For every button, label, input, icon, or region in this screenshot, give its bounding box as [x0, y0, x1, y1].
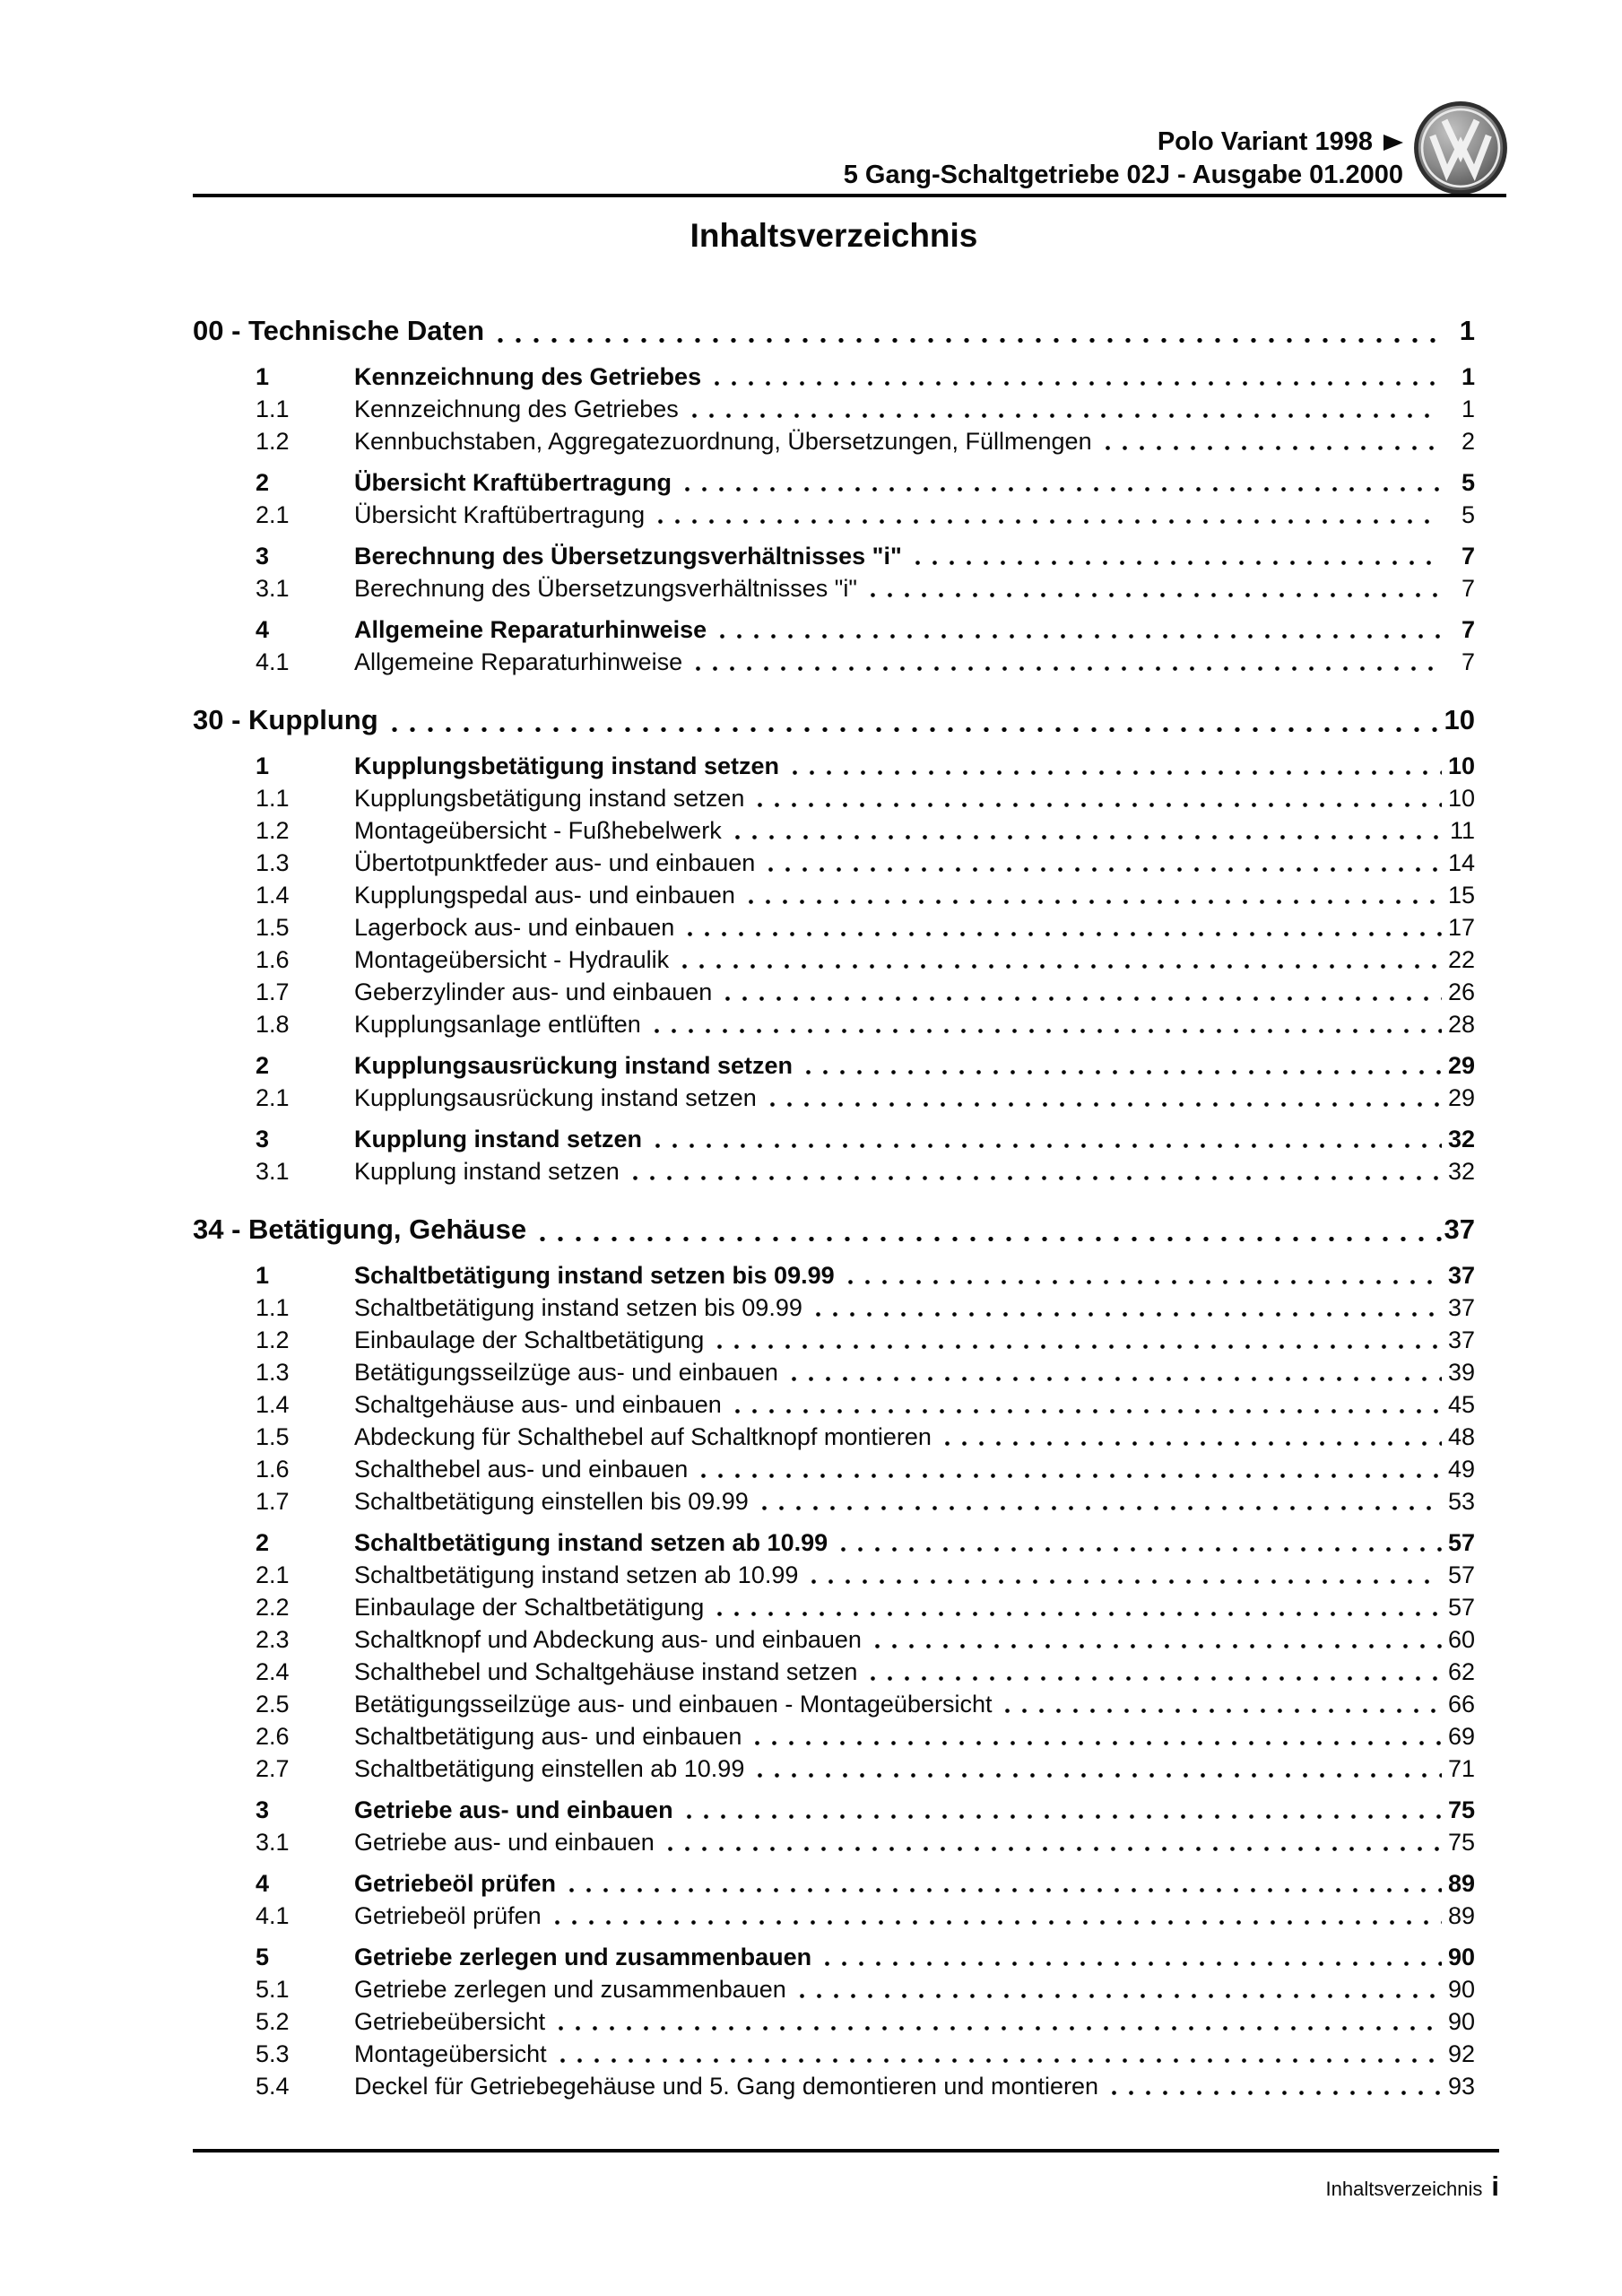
entry-number: 5.4 — [256, 2073, 290, 2100]
entry-title: Schaltknopf und Abdeckung aus- und einbauen — [354, 1626, 862, 1653]
entry-page: 49 — [1447, 1456, 1475, 1483]
section-page: 10 — [1444, 704, 1475, 735]
entry-page: 37 — [1447, 1326, 1475, 1353]
entry-number: 2 — [256, 1529, 270, 1556]
toc-entry-row — [193, 2070, 1475, 2102]
entry-page: 10 — [1447, 785, 1475, 812]
entry-title: Betätigungsseilzüge aus- und einbauen — [354, 1359, 778, 1386]
entry-page: 22 — [1447, 946, 1475, 973]
toc-entry-row — [193, 572, 1475, 604]
dot-leader — [751, 1752, 1442, 1785]
entry-number: 2 — [256, 469, 270, 496]
header — [844, 126, 1403, 192]
entry-page: 15 — [1447, 882, 1475, 909]
entry-page: 90 — [1447, 2008, 1475, 2035]
entry-number: 2.5 — [256, 1691, 290, 1718]
dot-leader — [800, 1049, 1442, 1082]
entry-page: 32 — [1447, 1158, 1475, 1185]
dot-leader — [909, 540, 1442, 572]
entry-number: 1.2 — [256, 1326, 290, 1353]
toc-entry-row — [193, 1388, 1475, 1421]
toc-entry-row — [193, 1900, 1475, 1932]
toc-entry-row — [193, 425, 1475, 457]
entry-title: Abdeckung für Schalthebel auf Schaltknopf montieren — [354, 1423, 932, 1450]
toc-entry-row — [193, 1559, 1475, 1591]
entry-number: 5.1 — [256, 1976, 290, 2003]
section-entries — [193, 1259, 1475, 2102]
entry-title: Schaltbetätigung einstellen ab 10.99 — [354, 1755, 745, 1782]
entry-number: 1.7 — [256, 1488, 290, 1515]
toc-entry-row — [193, 1155, 1475, 1187]
toc-entry-row — [193, 911, 1475, 944]
dot-leader — [749, 1720, 1442, 1752]
entry-page: 66 — [1447, 1691, 1475, 1718]
entry-title: Kupplungsausrückung instand setzen — [354, 1084, 757, 1111]
entry-number: 1.2 — [256, 428, 290, 455]
entry-page: 7 — [1461, 648, 1475, 675]
toc-entry-row — [193, 879, 1475, 911]
toc-entry-row — [193, 1526, 1475, 1559]
toc-entry-row — [193, 1752, 1475, 1785]
entry-number: 1.3 — [256, 849, 290, 876]
dot-leader — [842, 1259, 1442, 1292]
entry-number: 1.1 — [256, 396, 290, 422]
entry-number: 1.5 — [256, 1423, 290, 1450]
entry-number: 2 — [256, 1052, 270, 1079]
dot-leader — [819, 1941, 1442, 1973]
entry-title: Betätigungsseilzüge aus- und einbauen - Montageübersicht — [354, 1691, 993, 1718]
entry-number: 1.4 — [256, 1391, 290, 1418]
entry-number: 4.1 — [256, 1902, 290, 1929]
dot-leader — [810, 1292, 1442, 1324]
entry-title: Berechnung des Übersetzungsverhältnisses "i" — [354, 575, 857, 602]
entry-page: 17 — [1447, 914, 1475, 941]
section-heading-row — [193, 700, 1475, 741]
entry-page: 29 — [1447, 1084, 1475, 1111]
entry-number: 5.2 — [256, 2008, 290, 2035]
entry-title: Kupplungsanlage entlüften — [354, 1011, 641, 1038]
toc-entry-row — [193, 466, 1475, 499]
entry-page: 5 — [1461, 469, 1475, 496]
dot-leader — [729, 1388, 1442, 1421]
entry-title: Lagerbock aus- und einbauen — [354, 914, 675, 941]
dot-leader — [719, 976, 1442, 1008]
entry-title: Kupplung instand setzen — [354, 1126, 642, 1152]
entry-page: 57 — [1447, 1561, 1475, 1588]
entry-page: 7 — [1461, 575, 1475, 602]
entry-number: 1.2 — [256, 817, 290, 844]
dot-leader — [652, 499, 1442, 531]
dot-leader — [764, 1082, 1442, 1114]
dot-leader — [835, 1526, 1442, 1559]
toc-entry-row — [193, 1941, 1475, 1973]
entry-page: 57 — [1447, 1594, 1475, 1621]
footer-rule — [193, 2149, 1499, 2152]
dot-leader — [681, 911, 1442, 944]
toc-entry-row — [193, 361, 1475, 393]
entry-page: 10 — [1447, 752, 1475, 779]
entry-number: 1 — [256, 1262, 270, 1289]
toc-section — [193, 700, 1475, 1187]
entry-title: Berechnung des Übersetzungsverhältnisses "i" — [354, 543, 902, 570]
dot-leader — [786, 750, 1442, 782]
section-label: 34 - Betätigung, Gehäuse — [193, 1213, 527, 1245]
entry-page: 45 — [1447, 1391, 1475, 1418]
entry-number: 1 — [256, 752, 270, 779]
entry-title: Getriebe zerlegen und zusammenbauen — [354, 1976, 786, 2003]
toc-entry-row — [193, 1656, 1475, 1688]
entry-title: Getriebeübersicht — [354, 2008, 546, 2035]
entry-number: 4.1 — [256, 648, 290, 675]
entry-number: 1.1 — [256, 785, 290, 812]
entry-page: 60 — [1447, 1626, 1475, 1653]
entry-title: Übersicht Kraftübertragung — [354, 469, 672, 496]
entry-page: 14 — [1447, 849, 1475, 876]
toc-entry-row — [193, 1794, 1475, 1826]
dot-leader — [627, 1155, 1442, 1187]
entry-title: Einbaulage der Schaltbetätigung — [354, 1594, 705, 1621]
entry-page: 32 — [1447, 1126, 1475, 1152]
entry-number: 1.7 — [256, 978, 290, 1005]
entry-page: 29 — [1447, 1052, 1475, 1079]
page-title: Inhaltsverzeichnis — [690, 217, 978, 254]
entry-page: 92 — [1447, 2040, 1475, 2067]
entry-title: Getriebe zerlegen und zusammenbauen — [354, 1944, 812, 1970]
dot-leader — [533, 1209, 1441, 1250]
toc-entry-row — [193, 1623, 1475, 1656]
dot-leader — [939, 1421, 1442, 1453]
entry-page: 93 — [1447, 2073, 1475, 2100]
entry-title: Schalthebel und Schaltgehäuse instand setzen — [354, 1658, 858, 1685]
footer-page-number: i — [1491, 2170, 1499, 2202]
toc-entry-row — [193, 2038, 1475, 2070]
entry-page: 62 — [1447, 1658, 1475, 1685]
dot-leader — [649, 1123, 1442, 1155]
toc-entry-row — [193, 1259, 1475, 1292]
entry-page: 7 — [1461, 616, 1475, 643]
toc-entry-row — [193, 1720, 1475, 1752]
entry-page: 37 — [1447, 1262, 1475, 1289]
section-entries — [193, 750, 1475, 1187]
entry-number: 1.5 — [256, 914, 290, 941]
entry-number: 3 — [256, 543, 270, 570]
entry-number: 4 — [256, 1870, 270, 1897]
entry-title: Übersicht Kraftübertragung — [354, 501, 646, 528]
entry-page: 37 — [1447, 1294, 1475, 1321]
dot-leader — [999, 1688, 1442, 1720]
footer-label: Inhaltsverzeichnis — [1325, 2178, 1483, 2200]
dot-leader — [711, 1324, 1442, 1356]
toc — [193, 310, 1475, 2102]
dot-leader — [751, 782, 1442, 814]
entry-number: 5.3 — [256, 2040, 290, 2067]
entry-title: Schaltbetätigung aus- und einbauen — [354, 1723, 742, 1750]
entry-title: Getriebe aus- und einbauen — [354, 1796, 673, 1823]
dot-leader — [552, 2005, 1442, 2038]
toc-entry-row — [193, 1421, 1475, 1453]
dot-leader — [695, 1453, 1442, 1485]
toc-entry-row — [193, 1688, 1475, 1720]
dot-leader — [762, 847, 1442, 879]
dot-leader — [794, 1973, 1442, 2005]
entry-number: 2.6 — [256, 1723, 290, 1750]
section-page: 37 — [1444, 1213, 1475, 1245]
header-rule — [193, 194, 1506, 197]
vw-logo-icon — [1413, 95, 1508, 201]
toc-entry-row — [193, 1324, 1475, 1356]
entry-title: Kennzeichnung des Getriebes — [354, 396, 679, 422]
entry-number: 2.7 — [256, 1755, 290, 1782]
toc-entry-row — [193, 814, 1475, 847]
section-label: 00 - Technische Daten — [193, 315, 485, 346]
toc-entry-row — [193, 1591, 1475, 1623]
entry-title: Montageübersicht - Fußhebelwerk — [354, 817, 722, 844]
toc-entry-row — [193, 646, 1475, 678]
entry-title: Geberzylinder aus- und einbauen — [354, 978, 713, 1005]
section-label: 30 - Kupplung — [193, 704, 378, 735]
entry-number: 2.1 — [256, 501, 290, 528]
entry-page: 71 — [1447, 1755, 1475, 1782]
toc-entry-row — [193, 750, 1475, 782]
entry-page: 39 — [1447, 1359, 1475, 1386]
entry-title: Einbaulage der Schaltbetätigung — [354, 1326, 705, 1353]
dot-leader — [554, 2038, 1442, 2070]
dot-leader — [676, 944, 1442, 976]
entry-number: 1.6 — [256, 1456, 290, 1483]
entry-page: 75 — [1447, 1796, 1475, 1823]
entry-title: Schaltgehäuse aus- und einbauen — [354, 1391, 722, 1418]
toc-entry-row — [193, 1867, 1475, 1900]
header-model-text: Polo Variant 1998 — [1157, 127, 1373, 156]
entry-number: 2.3 — [256, 1626, 290, 1653]
toc-entry-row — [193, 976, 1475, 1008]
toc-entry-row — [193, 1453, 1475, 1485]
entry-page: 53 — [1447, 1488, 1475, 1515]
entry-title: Allgemeine Reparaturhinweise — [354, 616, 707, 643]
toc-entry-row — [193, 2005, 1475, 2038]
entry-title: Schaltbetätigung instand setzen ab 10.99 — [354, 1561, 799, 1588]
entry-page: 26 — [1447, 978, 1475, 1005]
dot-leader — [729, 814, 1442, 847]
dot-leader — [711, 1591, 1442, 1623]
entry-title: Kupplungsbetätigung instand setzen — [354, 785, 745, 812]
entry-number: 3 — [256, 1796, 270, 1823]
entry-page: 90 — [1447, 1976, 1475, 2003]
entry-title: Schaltbetätigung instand setzen bis 09.99 — [354, 1262, 835, 1289]
header-model-line — [844, 126, 1403, 159]
entry-title: Getriebeöl prüfen — [354, 1902, 542, 1929]
entry-title: Übertotpunktfeder aus- und einbauen — [354, 849, 756, 876]
entry-page: 7 — [1461, 543, 1475, 570]
dot-leader — [714, 613, 1442, 646]
entry-number: 2.1 — [256, 1561, 290, 1588]
toc-entry-row — [193, 540, 1475, 572]
entry-page: 89 — [1447, 1870, 1475, 1897]
dot-leader — [864, 572, 1442, 604]
entry-page: 48 — [1447, 1423, 1475, 1450]
entry-title: Schaltbetätigung einstellen bis 09.99 — [354, 1488, 749, 1515]
entry-page: 11 — [1449, 817, 1475, 844]
toc-section — [193, 1209, 1475, 2102]
toc-entry-row — [193, 1082, 1475, 1114]
entry-page: 75 — [1447, 1829, 1475, 1856]
entry-title: Kupplungsausrückung instand setzen — [354, 1052, 794, 1079]
dot-leader — [1106, 2070, 1442, 2102]
dot-leader — [491, 310, 1442, 352]
header-edition-line: 5 Gang-Schaltgetriebe 02J - Ausgabe 01.2000 — [843, 161, 1403, 189]
entry-title: Getriebeöl prüfen — [354, 1870, 557, 1897]
section-heading-row — [193, 1209, 1475, 1250]
toc-entry-row — [193, 1485, 1475, 1518]
entry-title: Kennbuchstaben, Aggregatezuordnung, Übersetzungen, Füllmengen — [354, 428, 1092, 455]
toc-entry-row — [193, 1826, 1475, 1858]
dot-leader — [1099, 425, 1442, 457]
entry-number: 3.1 — [256, 1158, 290, 1185]
entry-number: 1.1 — [256, 1294, 290, 1321]
dot-leader — [785, 1356, 1442, 1388]
entry-title: Schaltbetätigung instand setzen ab 10.99 — [354, 1529, 828, 1556]
entry-number: 2.2 — [256, 1594, 290, 1621]
toc-section — [193, 310, 1475, 678]
entry-number: 3 — [256, 1126, 270, 1152]
entry-page: 89 — [1447, 1902, 1475, 1929]
entry-title: Schalthebel aus- und einbauen — [354, 1456, 689, 1483]
dot-leader — [386, 700, 1442, 741]
toc-entry-row — [193, 1008, 1475, 1040]
entry-number: 3.1 — [256, 1829, 290, 1856]
entry-number: 3.1 — [256, 575, 290, 602]
toc-entry-row — [193, 847, 1475, 879]
entry-page: 2 — [1461, 428, 1475, 455]
entry-number: 1.3 — [256, 1359, 290, 1386]
entry-page: 90 — [1447, 1944, 1475, 1970]
toc-entry-row — [193, 1356, 1475, 1388]
toc-entry-row — [193, 1973, 1475, 2005]
arrow-right-icon — [1383, 135, 1403, 151]
toc-entry-row — [193, 393, 1475, 425]
entry-page: 5 — [1461, 501, 1475, 528]
dot-leader — [563, 1867, 1442, 1900]
entry-title: Kupplungspedal aus- und einbauen — [354, 882, 735, 909]
entry-title: Montageübersicht — [354, 2040, 547, 2067]
dot-leader — [864, 1656, 1442, 1688]
toc-entry-row — [193, 1123, 1475, 1155]
dot-leader — [742, 879, 1442, 911]
entry-number: 5 — [256, 1944, 270, 1970]
toc-entry-row — [193, 944, 1475, 976]
dot-leader — [648, 1008, 1442, 1040]
entry-page: 1 — [1461, 363, 1475, 390]
section-entries — [193, 361, 1475, 678]
entry-title: Kupplungsbetätigung instand setzen — [354, 752, 779, 779]
entry-title: Getriebe aus- und einbauen — [354, 1829, 655, 1856]
dot-leader — [662, 1826, 1442, 1858]
entry-number: 1 — [256, 363, 270, 390]
section-heading-row — [193, 310, 1475, 352]
entry-page: 28 — [1447, 1011, 1475, 1038]
entry-number: 2.1 — [256, 1084, 290, 1111]
entry-title: Allgemeine Reparaturhinweise — [354, 648, 683, 675]
entry-title: Schaltbetätigung instand setzen bis 09.99 — [354, 1294, 802, 1321]
entry-title: Kupplung instand setzen — [354, 1158, 620, 1185]
entry-number: 1.6 — [256, 946, 290, 973]
entry-number: 1.8 — [256, 1011, 290, 1038]
dot-leader — [549, 1900, 1442, 1932]
section-page: 1 — [1459, 315, 1475, 346]
entry-number: 1.4 — [256, 882, 290, 909]
entry-page: 1 — [1461, 396, 1475, 422]
entry-title: Kennzeichnung des Getriebes — [354, 363, 702, 390]
dot-leader — [708, 361, 1442, 393]
dot-leader — [756, 1485, 1442, 1518]
toc-entry-row — [193, 1292, 1475, 1324]
footer — [1326, 2170, 1500, 2203]
dot-leader — [690, 646, 1442, 678]
dot-leader — [679, 466, 1442, 499]
dot-leader — [869, 1623, 1442, 1656]
entry-title: Montageübersicht - Hydraulik — [354, 946, 670, 973]
entry-page: 69 — [1447, 1723, 1475, 1750]
entry-page: 57 — [1447, 1529, 1475, 1556]
entry-number: 2.4 — [256, 1658, 290, 1685]
dot-leader — [686, 393, 1442, 425]
toc-entry-row — [193, 613, 1475, 646]
toc-entry-row — [193, 499, 1475, 531]
toc-entry-row — [193, 1049, 1475, 1082]
entry-number: 4 — [256, 616, 270, 643]
dot-leader — [681, 1794, 1442, 1826]
dot-leader — [805, 1559, 1442, 1591]
toc-entry-row — [193, 782, 1475, 814]
entry-title: Deckel für Getriebegehäuse und 5. Gang demontieren und montieren — [354, 2073, 1099, 2100]
